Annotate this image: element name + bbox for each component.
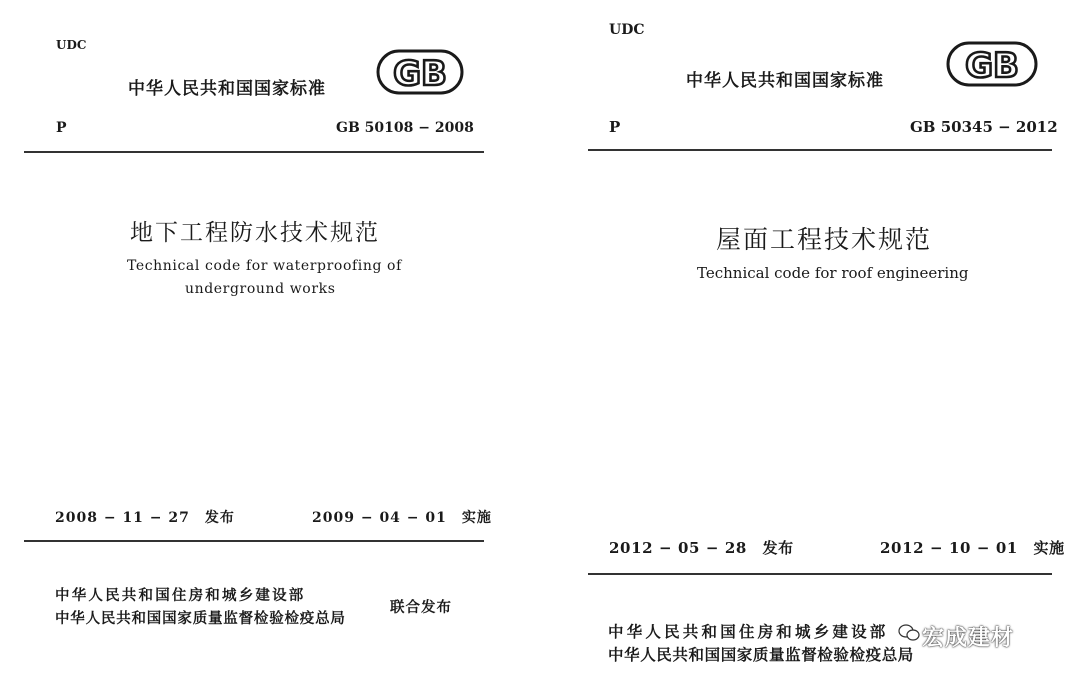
title-english-line-1: Technical code for waterproofing of [127, 258, 402, 274]
publisher-2: 中华人民共和国国家质量监督检验检疫总局 [55, 611, 346, 627]
publisher-2: 中华人民共和国国家质量监督检验检疫总局 [608, 646, 914, 664]
title-english-line-2: underground works [185, 281, 336, 297]
title-chinese: 地下工程防水技术规范 [130, 220, 380, 246]
wechat-icon [898, 623, 920, 643]
svg-text:GB: GB [393, 54, 447, 94]
footer-divider [588, 573, 1052, 575]
issuer-header: 中华人民共和国国家标准 [128, 79, 326, 99]
joint-release-label: 联合发布 [390, 600, 452, 616]
title-english: Technical code for roof engineering [697, 264, 969, 282]
publisher-1: 中华人民共和国住房和城乡建设部 [55, 588, 306, 604]
svg-text:GB: GB [965, 46, 1019, 86]
udc-label: UDC [56, 38, 87, 52]
classification-code: P [56, 120, 67, 136]
issuer-header: 中华人民共和国国家标准 [686, 71, 884, 91]
header-divider [24, 151, 484, 153]
gb-logo-icon [376, 48, 464, 96]
udc-label: UDC [609, 22, 645, 38]
publisher-1: 中华人民共和国住房和城乡建设部 [608, 623, 889, 641]
issue-date: 2012 − 05 − 28 发布 [609, 539, 794, 557]
footer-divider [24, 540, 484, 542]
standard-number: GB 50345 − 2012 [910, 118, 1058, 136]
implementation-date: 2012 − 10 − 01 实施 [880, 539, 1065, 557]
standard-number: GB 50108 − 2008 [336, 120, 474, 136]
classification-code: P [609, 118, 621, 136]
title-chinese: 屋面工程技术规范 [716, 225, 933, 254]
issue-date: 2008 − 11 − 27 发布 [55, 510, 235, 526]
gb-logo-icon [946, 40, 1038, 88]
implementation-date: 2009 − 04 − 01 实施 [312, 510, 492, 526]
header-divider [588, 149, 1052, 151]
watermark-text: 宏成建材 [922, 626, 1015, 651]
